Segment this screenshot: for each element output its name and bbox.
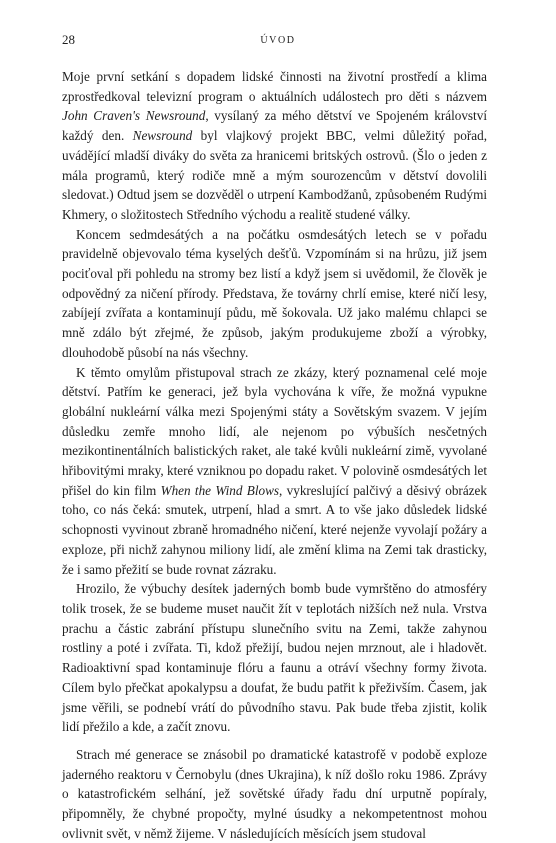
paragraph-5 <box>62 745 487 843</box>
body-text <box>62 67 487 843</box>
paragraph-1 <box>62 67 487 225</box>
italic-title: John Craven's Newsround <box>62 108 206 124</box>
running-head: ÚVOD <box>260 35 296 46</box>
text-span: byl vlajkový projekt BBC, velmi důležitý pořad, uvádějící mladší diváky do světa za hranicemi britských ostrovů. (Šlo o jeden z mála programů, který rodiče mně a mým sourozencům v dětství dovolili sledovat.) Odtud jsem se dozvěděl o utrpení Kambodžanů, způsobeném Rudými Khmery, o složitostech Středního východu a realitě studené války. <box>62 128 488 222</box>
paragraph-2 <box>62 225 487 363</box>
italic-title: When the Wind Blows <box>160 482 280 498</box>
page-number: 28 <box>62 32 75 47</box>
italic-title: Newsround <box>132 128 193 144</box>
text-span: , vysílaný za mého dětství ve Spojeném království každý den. <box>62 108 487 144</box>
text-span: Hrozilo, že výbuchy desítek jaderných bomb bude vymrštěno do atmosféry tolik trosek, že se budeme muset naučit žít v teplotách nižších než nula. Vrstva prachu a částic zabrání přístupu slunečního svitu na Zemi, takže zahynou rostliny a poté i zvířata. Ti, kdož přežijí, budou nejen mrznout, ale i hladovět. Radioaktivní spad kontaminuje flóru a faunu a otráví všechny formy života. Cílem bylo přečkat apokalypsu a doufat, že budu patřit k přeživším. Časem, jak jsme věřili, se podnebí vrátí do původního stavu. Pak bude třeba zjistit, kolik lidí přežilo a kde, a začít znovu. <box>62 581 487 735</box>
text-span: K těmto omylům přistupoval strach ze zkázy, který poznamenal celé moje dětství. Patřím ke generaci, jež byla vychována k víře, že možná vypukne globální nukleární válka mezi Spojenými státy a Sovětským svazem. V jejím důsledku zemře mnoho lidí, ale nejenom po výbuších nesčetných mezikontinentálních balistických raket, ale také kvůli nukleární zimě, vyvolané hřibovitými mraky, které vzniknou po dopadu raket. V polovině osmdesátých let přišel do kin film <box>62 364 487 498</box>
paragraph-4 <box>62 579 487 737</box>
text-span: Koncem sedmdesátých a na počátku osmdesátých letech se v pořadu pravidelně objevovalo téma kyselých dešťů. Vzpomínám si na hrůzu, již jsem pociťoval při pohledu na stromy bez listí a když jsem si uvědomil, že člověk je odpovědný za ničení přírody. Představa, že továrny chrlí emise, které ničí lesy, zabíjejí zvířata a kontaminují půdu, mě šokovala. Už jako malému chlapci se mně zdálo být zřejmé, že způsob, jakým produkujeme zboží a výrobky, dlouhodobě působí na nás všechny. <box>62 226 487 360</box>
text-span: , vykreslující palčivý a děsivý obrázek toho, co nás čeká: smutek, utrpení, hlad a smrt. A to vše jako důsledek lidské schopnosti vyvinout zbraně hromadného ničení, které nejenže vyvolají požáry a exploze, při nichž zahynou miliony lidí, ale změní klima na Zemi tak drasticky, že i samo přežití se bude rovnat zázraku. <box>62 482 487 577</box>
text-span: Moje první setkání s dopadem lidské činnosti na životní prostředí a klima zprostředkoval televizní program o aktuálních událostech pro děti s názvem <box>62 69 487 104</box>
text-span: Strach mé generace se znásobil po dramatické katastrofě v podobě exploze jaderného reaktoru v Černobylu (dnes Ukrajina), k níž došlo roku 1986. Zprávy o katastrofickém selhání, jež sovětské úřady řadu dní urputně popíraly, připomněly, že chybné propočty, mylné úsudky a nekompetentnost mohou ovlivnit svět, v němž žijeme. V následujících měsících jsem studoval <box>62 746 487 841</box>
paragraph-3 <box>62 363 487 580</box>
